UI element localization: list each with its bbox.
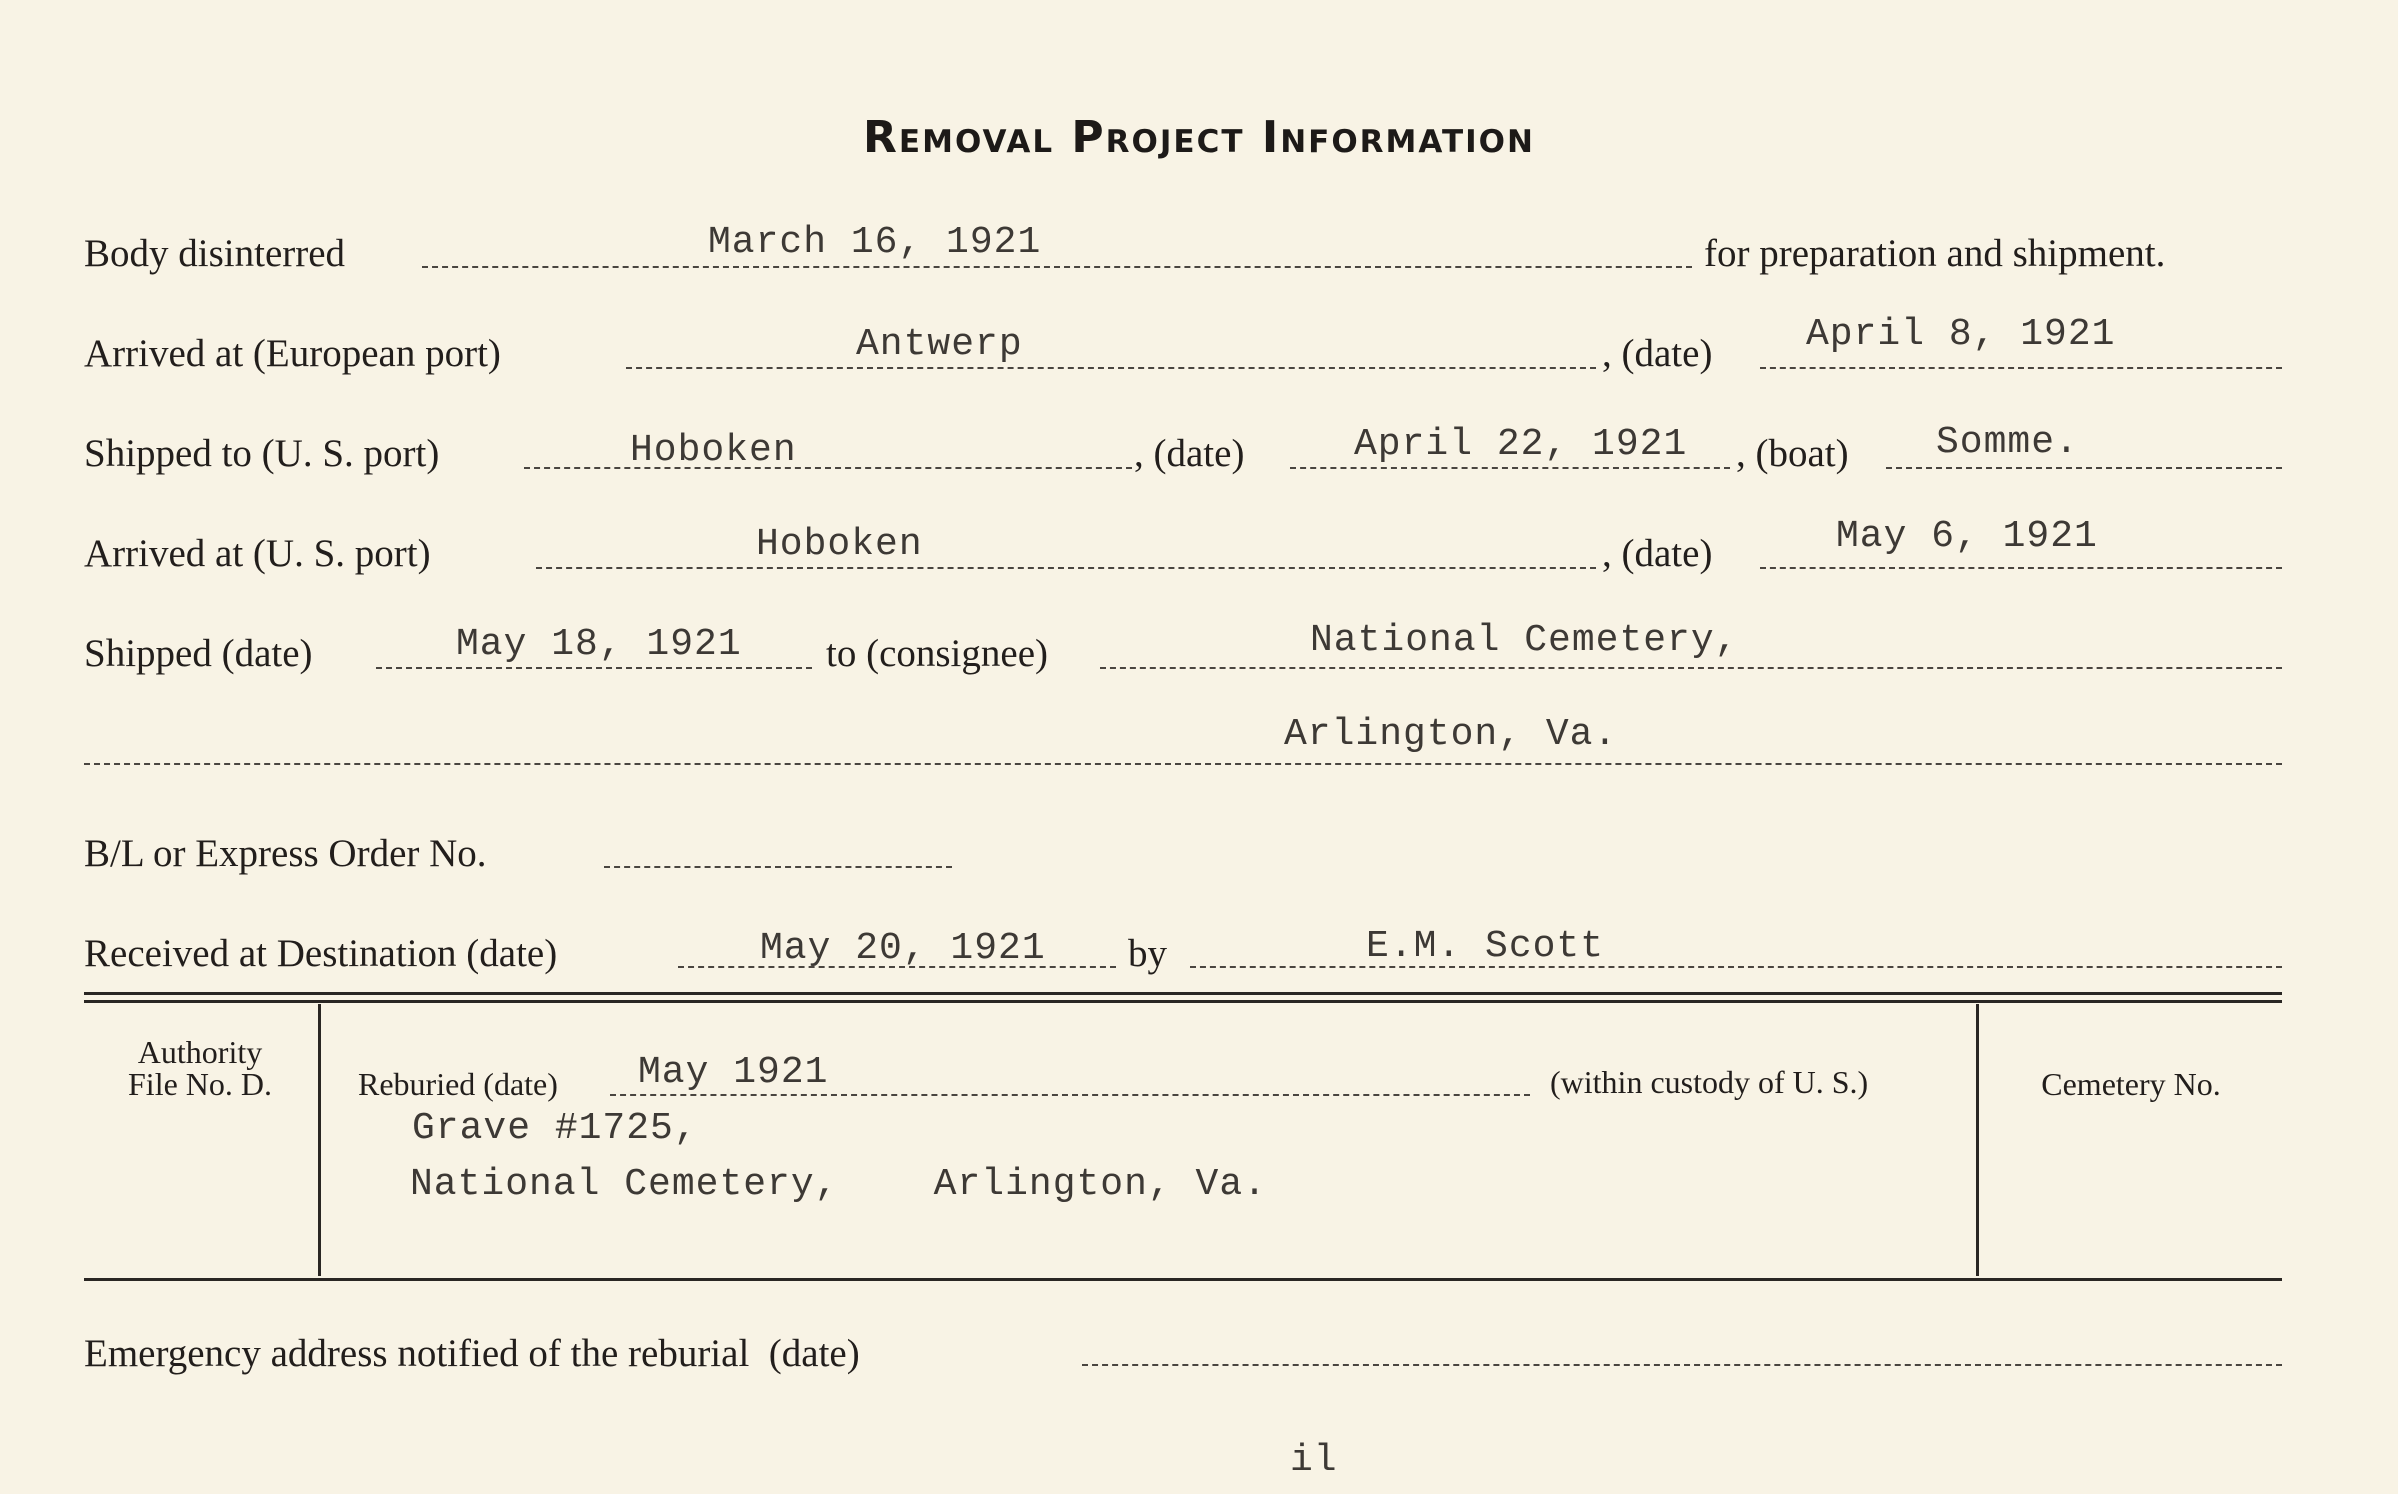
box-top-rule-2 [84,1000,2282,1003]
disinterred-value: March 16, 1921 [708,221,1042,264]
reburied-line [610,1094,1530,1096]
disinterred-suffix: for preparation and shipment. [1704,232,2166,275]
disinterred-line [422,266,1692,268]
bl-line [604,866,952,868]
box-divider-right [1976,1004,1979,1276]
emergency-label: Emergency address notified of the reburial (date) [84,1332,860,1375]
arrived-us-date-label: , (date) [1602,532,1713,575]
card-title: Removal Project Information [863,112,1535,163]
arrived-european-line [626,367,1596,369]
box-bottom-rule [84,1278,2282,1281]
emergency-line [1082,1364,2282,1366]
received-date-value: May 20, 1921 [760,927,1046,970]
shipped-us-boat-value: Somme. [1936,421,2079,464]
shipped-us-boat-line [1886,467,2282,469]
authority-label-1: Authority [137,1034,263,1070]
box-top-rule-1 [84,992,2282,995]
arrived-us-date-value: May 6, 1921 [1836,515,2098,558]
shipped-us-date-line [1290,467,1730,469]
arrived-us-date-line [1760,567,2282,569]
shipped-us-boat-label: , (boat) [1736,432,1849,475]
shipped-us-date-value: April 22, 1921 [1354,423,1688,466]
grave-line: Grave #1725, [412,1107,698,1150]
shipped-date-label: Shipped (date) [84,632,313,675]
shipped-us-line [524,467,1132,469]
cemetery-no-label: Cemetery No. [2041,1066,2221,1102]
received-by-value: E.M. Scott [1366,925,1605,968]
custody-label: (within custody of U. S.) [1550,1064,1869,1100]
arrived-european-label: Arrived at (European port) [84,332,501,375]
consignee-label: to (consignee) [826,632,1049,675]
box-divider-left [318,1004,321,1276]
received-label: Received at Destination (date) [84,932,558,975]
bl-label: B/L or Express Order No. [84,832,487,875]
consignee-value-line1: National Cemetery, [1310,619,1739,662]
shipped-date-value: May 18, 1921 [456,623,742,666]
authority-label-2: File No. D. [128,1066,272,1102]
arrived-european-date-label: , (date) [1602,332,1713,375]
shipped-us-label: Shipped to (U. S. port) [84,432,440,475]
shipped-us-date-label: , (date) [1134,432,1245,475]
reburied-value: May 1921 [638,1051,829,1094]
arrived-european-date-value: April 8, 1921 [1806,313,2116,356]
consignee-line [1100,667,2282,669]
consignee-line-2 [84,763,2282,765]
shipped-date-line [376,667,812,669]
disinterred-label: Body disinterred [84,232,346,275]
arrived-european-value: Antwerp [856,323,1023,366]
reburied-label: Reburied (date) [358,1066,558,1102]
arrived-us-value: Hoboken [756,523,923,566]
footer-mark: il [1290,1439,1338,1482]
consignee-value-line2: Arlington, Va. [1284,713,1618,756]
arrived-us-line [536,567,1596,569]
shipped-us-value: Hoboken [630,429,797,472]
cemetery-line: National Cemetery, Arlington, Va. [410,1163,1267,1206]
arrived-european-date-line [1760,367,2282,369]
received-by-line [1190,966,2282,968]
arrived-us-label: Arrived at (U. S. port) [84,532,431,575]
received-by-label: by [1128,932,1167,975]
